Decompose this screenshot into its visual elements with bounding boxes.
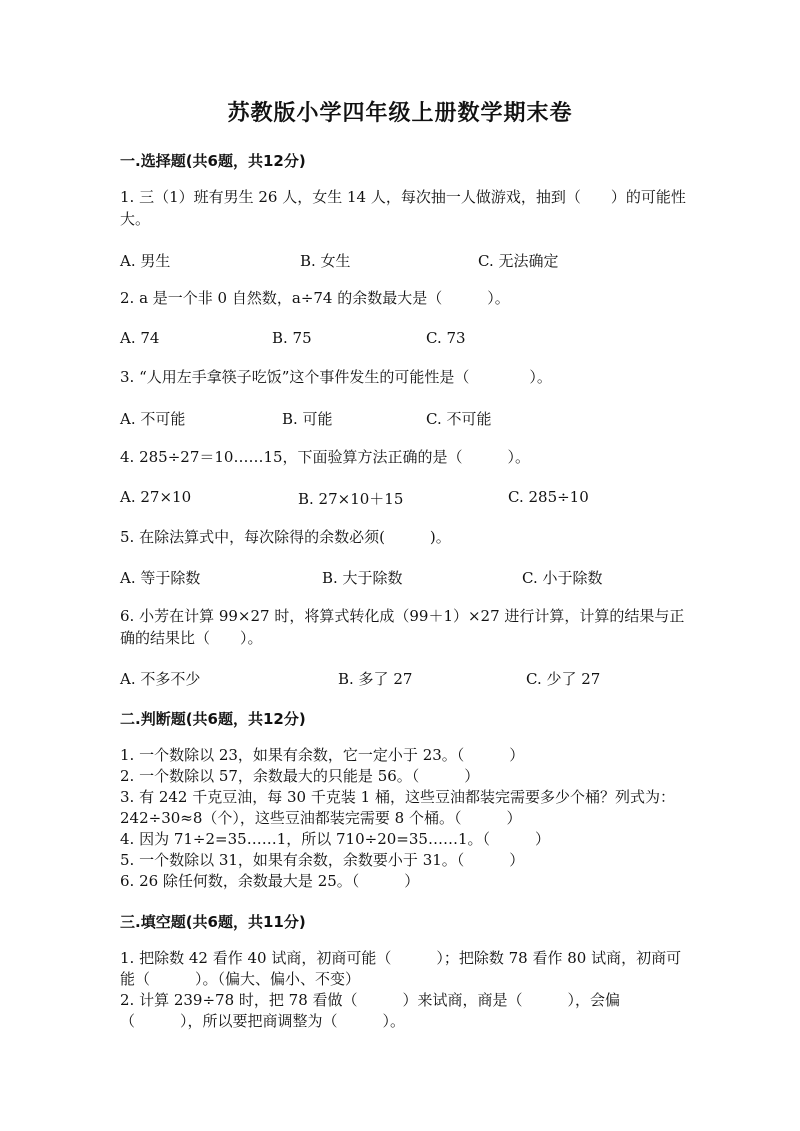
option-a: A. 27×10 xyxy=(120,488,192,506)
judgment-item-6: 6. 26 除任何数，余数最大是 25。（ ） xyxy=(120,872,420,890)
question-6: 6. 小芳在计算 99×27 时，将算式转化成（99＋1）×27 进行计算，计算的结果与正确的结果比（ ）。 xyxy=(120,607,685,647)
option-c: C. 73 xyxy=(426,329,466,347)
option-a: A. 男生 xyxy=(120,252,171,270)
question-4: 4. 285÷27＝10……15，下面验算方法正确的是（ ）。 xyxy=(120,448,531,466)
option-c: C. 小于除数 xyxy=(522,569,603,587)
question-2: 2. a 是一个非 0 自然数，a÷74 的余数最大是（ ）。 xyxy=(120,289,510,307)
judgment-item-2: 2. 一个数除以 57，余数最大的只能是 56。（ ） xyxy=(120,767,480,785)
judgment-item-4: 4. 因为 71÷2=35……1，所以 710÷20=35……1。（ ） xyxy=(120,830,550,848)
section-heading-choice: 一.选择题(共6题，共12分) xyxy=(120,152,306,170)
judgment-item-5: 5. 一个数除以 31，如果有余数，余数要小于 31。（ ） xyxy=(120,851,525,869)
option-c: C. 少了 27 xyxy=(526,670,601,688)
option-c: C. 无法确定 xyxy=(478,252,559,270)
option-c: C. 不可能 xyxy=(426,410,492,428)
question-3: 3. “人用左手拿筷子吃饭”这个事件发生的可能性是（ ）。 xyxy=(120,368,552,386)
page-title: 苏教版小学四年级上册数学期末卷 xyxy=(227,101,573,126)
option-b: B. 75 xyxy=(272,329,312,347)
option-c: C. 285÷10 xyxy=(508,488,589,506)
option-b: B. 可能 xyxy=(282,410,333,428)
section-heading-fill-in: 三.填空题(共6题，共11分) xyxy=(120,913,306,931)
option-b: B. 27×10＋15 xyxy=(298,490,404,508)
option-b: B. 女生 xyxy=(300,252,351,270)
option-a: A. 等于除数 xyxy=(120,569,201,587)
fill-in-item-1: 1. 把除数 42 看作 40 试商，初商可能（ ）；把除数 78 看作 80 试商，初商可能（ ）。（偏大、偏小、不变） xyxy=(120,949,682,988)
fill-in-item-2: 2. 计算 239÷78 时，把 78 看做（ ）来试商，商是（ ），会偏（ ），所以要把商调整为（ ）。 xyxy=(120,991,621,1030)
question-5: 5. 在除法算式中，每次除得的余数必须( )。 xyxy=(120,528,451,546)
judgment-item-1: 1. 一个数除以 23，如果有余数，它一定小于 23。（ ） xyxy=(120,746,525,764)
section-heading-judgment: 二.判断题(共6题，共12分) xyxy=(120,710,306,728)
judgment-item-3: 3. 有 242 千克豆油，每 30 千克装 1 桶，这些豆油都装完需要多少个桶？列式为：242÷30≈8（个），这些豆油都装完需要 8 个桶。（ ） xyxy=(120,788,675,827)
option-b: B. 多了 27 xyxy=(338,670,413,688)
option-a: A. 不可能 xyxy=(120,410,186,428)
option-b: B. 大于除数 xyxy=(322,569,403,587)
question-1: 1. 三（1）班有男生 26 人，女生 14 人，每次抽一人做游戏，抽到（ ）的可能性大。 xyxy=(120,188,686,228)
option-a: A. 不多不少 xyxy=(120,670,201,688)
option-a: A. 74 xyxy=(120,329,160,347)
